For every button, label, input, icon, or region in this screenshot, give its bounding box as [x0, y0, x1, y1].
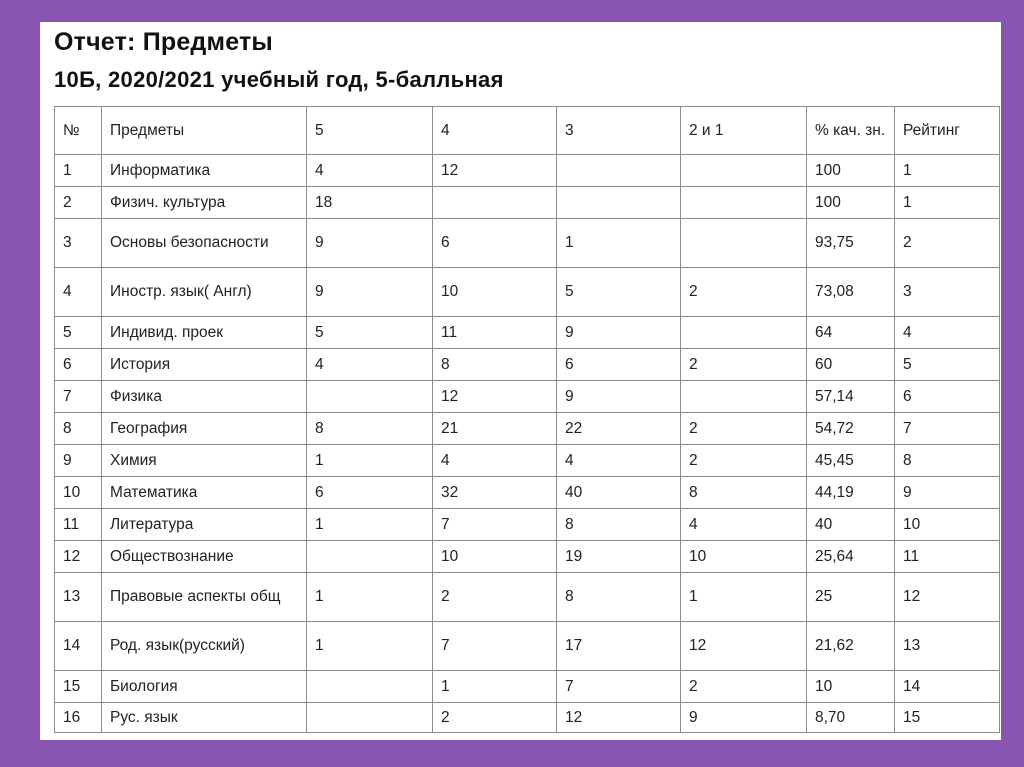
table-cell: 15: [55, 671, 102, 703]
table-cell: 8: [307, 413, 433, 445]
table-cell: 1: [433, 671, 557, 703]
table-cell: 14: [55, 622, 102, 671]
table-cell: 1: [55, 155, 102, 187]
table-cell: 57,14: [807, 381, 895, 413]
table-cell: 4: [55, 268, 102, 317]
table-cell: 4: [557, 445, 681, 477]
table-cell: 12: [681, 622, 807, 671]
column-header: 2 и 1: [681, 107, 807, 155]
table-cell: 10: [55, 477, 102, 509]
table-cell: 8: [433, 349, 557, 381]
table-cell: 1: [895, 187, 1000, 219]
table-row: [55, 703, 1000, 733]
table-row: [55, 477, 1000, 509]
table-cell: 40: [807, 509, 895, 541]
table-cell: 1: [307, 445, 433, 477]
table-cell: Математика: [102, 477, 307, 509]
table-cell: 25: [807, 573, 895, 622]
table-cell: Информатика: [102, 155, 307, 187]
table-cell: [681, 219, 807, 268]
table-cell: 1: [307, 573, 433, 622]
table-cell: 44,19: [807, 477, 895, 509]
table-row: [55, 155, 1000, 187]
table-cell: 13: [895, 622, 1000, 671]
table-cell: 3: [895, 268, 1000, 317]
table-cell: [681, 317, 807, 349]
table-cell: 9: [307, 268, 433, 317]
table-cell: Род. язык(русский): [102, 622, 307, 671]
table-cell: Рус. язык: [102, 703, 307, 733]
table-cell: 5: [55, 317, 102, 349]
table-header-row: [55, 107, 1000, 155]
table-cell: География: [102, 413, 307, 445]
table-cell: [433, 187, 557, 219]
table-row: [55, 445, 1000, 477]
table-cell: 17: [557, 622, 681, 671]
table-cell: 1: [557, 219, 681, 268]
table-cell: 11: [55, 509, 102, 541]
table-cell: 9: [681, 703, 807, 733]
table-row: [55, 622, 1000, 671]
table-cell: [307, 671, 433, 703]
table-cell: 21,62: [807, 622, 895, 671]
table-cell: 1: [307, 509, 433, 541]
report-subtitle: 10Б, 2020/2021 учебный год, 5-балльная: [54, 67, 504, 92]
table-cell: [681, 187, 807, 219]
table-cell: 6: [557, 349, 681, 381]
table-cell: [681, 155, 807, 187]
table-cell: Физич. культура: [102, 187, 307, 219]
table-cell: Основы безопасности: [102, 219, 307, 268]
table-cell: 18: [307, 187, 433, 219]
table-cell: 8: [55, 413, 102, 445]
table-cell: 12: [557, 703, 681, 733]
table-cell: Обществознание: [102, 541, 307, 573]
table-cell: 2: [433, 703, 557, 733]
table-cell: 25,64: [807, 541, 895, 573]
table-cell: 6: [433, 219, 557, 268]
table-cell: 12: [433, 155, 557, 187]
table-cell: 8: [557, 509, 681, 541]
table-cell: 2: [681, 413, 807, 445]
report-sheet: [40, 22, 1001, 740]
column-header: 5: [307, 107, 433, 155]
table-cell: 8: [681, 477, 807, 509]
table-cell: 93,75: [807, 219, 895, 268]
table-cell: 6: [55, 349, 102, 381]
table-cell: 73,08: [807, 268, 895, 317]
table-cell: 5: [307, 317, 433, 349]
table-cell: Химия: [102, 445, 307, 477]
table-cell: [557, 187, 681, 219]
column-header: №: [55, 107, 102, 155]
table-cell: 4: [433, 445, 557, 477]
table-cell: 9: [557, 317, 681, 349]
table-cell: 3: [55, 219, 102, 268]
table-cell: 2: [681, 349, 807, 381]
table-cell: 10: [807, 671, 895, 703]
table-cell: 4: [307, 155, 433, 187]
table-cell: 7: [433, 622, 557, 671]
table-cell: 8: [895, 445, 1000, 477]
table-cell: 40: [557, 477, 681, 509]
table-cell: 32: [433, 477, 557, 509]
table-cell: 64: [807, 317, 895, 349]
table-cell: 4: [895, 317, 1000, 349]
table-cell: Иностр. язык( Англ): [102, 268, 307, 317]
table-cell: 7: [557, 671, 681, 703]
table-cell: 9: [895, 477, 1000, 509]
table-cell: 5: [895, 349, 1000, 381]
table-cell: 8: [557, 573, 681, 622]
table-cell: 9: [55, 445, 102, 477]
table-cell: 10: [433, 541, 557, 573]
table-cell: 12: [55, 541, 102, 573]
table-cell: 15: [895, 703, 1000, 733]
table-cell: 9: [557, 381, 681, 413]
table-cell: 10: [895, 509, 1000, 541]
table-cell: [307, 541, 433, 573]
table-cell: 6: [895, 381, 1000, 413]
table-cell: 13: [55, 573, 102, 622]
table-cell: 2: [681, 671, 807, 703]
table-cell: 45,45: [807, 445, 895, 477]
table-cell: 8,70: [807, 703, 895, 733]
table-cell: 54,72: [807, 413, 895, 445]
table-row: [55, 413, 1000, 445]
table-row: [55, 541, 1000, 573]
table-row: [55, 381, 1000, 413]
table-cell: Индивид. проек: [102, 317, 307, 349]
table-cell: Физика: [102, 381, 307, 413]
table-cell: [307, 703, 433, 733]
table-cell: 11: [895, 541, 1000, 573]
table-cell: 5: [557, 268, 681, 317]
table-cell: 22: [557, 413, 681, 445]
table-cell: Биология: [102, 671, 307, 703]
table-row: [55, 187, 1000, 219]
table-cell: 6: [307, 477, 433, 509]
column-header: Рейтинг: [895, 107, 1000, 155]
table-cell: 21: [433, 413, 557, 445]
table-cell: [307, 381, 433, 413]
table-cell: 7: [55, 381, 102, 413]
table-cell: [557, 155, 681, 187]
report-title: Отчет: Предметы: [54, 28, 273, 56]
table-cell: 9: [307, 219, 433, 268]
table-cell: 100: [807, 187, 895, 219]
table-cell: 1: [681, 573, 807, 622]
table-row: [55, 268, 1000, 317]
table-cell: 2: [681, 268, 807, 317]
table-cell: 14: [895, 671, 1000, 703]
column-header: % кач. зн.: [807, 107, 895, 155]
column-header: 4: [433, 107, 557, 155]
table-cell: 10: [681, 541, 807, 573]
table-row: [55, 219, 1000, 268]
table-cell: [681, 381, 807, 413]
table-cell: 1: [307, 622, 433, 671]
column-header: 3: [557, 107, 681, 155]
table-row: [55, 509, 1000, 541]
table-cell: 7: [895, 413, 1000, 445]
table-body: [55, 107, 1000, 733]
table-cell: 2: [433, 573, 557, 622]
table-cell: Правовые аспекты общ: [102, 573, 307, 622]
table-cell: 2: [55, 187, 102, 219]
table-cell: 10: [433, 268, 557, 317]
table-cell: 2: [895, 219, 1000, 268]
table-cell: 4: [681, 509, 807, 541]
table-cell: 4: [307, 349, 433, 381]
column-header: Предметы: [102, 107, 307, 155]
table-cell: 12: [895, 573, 1000, 622]
table-cell: 19: [557, 541, 681, 573]
table-row: [55, 349, 1000, 381]
table-cell: 12: [433, 381, 557, 413]
table-cell: Литература: [102, 509, 307, 541]
table-cell: 11: [433, 317, 557, 349]
table-cell: 100: [807, 155, 895, 187]
table-cell: История: [102, 349, 307, 381]
table-cell: 1: [895, 155, 1000, 187]
table-cell: 16: [55, 703, 102, 733]
table-row: [55, 317, 1000, 349]
table-row: [55, 573, 1000, 622]
table-row: [55, 671, 1000, 703]
table-cell: 2: [681, 445, 807, 477]
table-cell: 7: [433, 509, 557, 541]
table-cell: 60: [807, 349, 895, 381]
subjects-table: [54, 106, 1000, 733]
